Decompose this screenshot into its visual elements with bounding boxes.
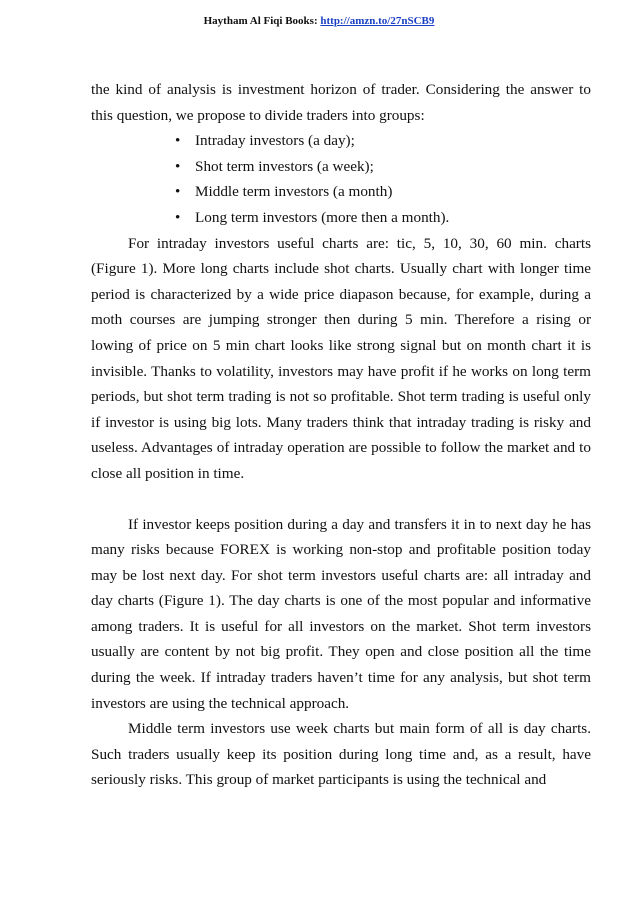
- list-item: [175, 154, 591, 180]
- paragraph-intraday: For intraday investors useful charts are: tic, 5, 10, 30, 60 min. charts (Figure 1). More long charts include shot charts. Usually chart with longer time period is characterized by a wide price diapason because, for example, during a moth courses are jumping stronger then during 5 min. Therefore a rising or lowing of price on 5 min chart looks like strong signal but on month chart it is invisible. Thanks to volatility, investors may have profit if he works on long term periods, but shot term trading is not so profitable. Shot term trading is useful only if investor is using big lots. Many traders think that intraday trading is risky and useless. Advantages of intraday operation are possible to follow the market and to close all position in time.: [91, 234, 591, 482]
- paragraph-spacer: [91, 487, 591, 512]
- intro-paragraph: the kind of analysis is investment horizon of trader. Considering the answer to this question, we propose to divide traders into groups:: [91, 81, 591, 124]
- bullet-icon: •: [175, 183, 181, 201]
- trader-groups-list: [91, 128, 591, 230]
- list-item-text: Long term investors (more then a month).: [195, 208, 450, 226]
- list-item: [175, 205, 591, 231]
- list-item: [175, 128, 591, 154]
- page-header: [0, 14, 638, 28]
- list-item-text: Middle term investors (a month): [195, 183, 393, 201]
- bullet-icon: •: [175, 132, 181, 150]
- list-item: [175, 179, 591, 205]
- bullet-icon: •: [175, 157, 181, 175]
- header-author: Haytham Al Fiqi Books:: [203, 15, 321, 27]
- paragraph-middle-term: Middle term investors use week charts but main form of all is day charts. Such traders usually keep its position during long time and, as a result, have seriously risks. This group of market participants is using the technical and: [91, 720, 591, 789]
- list-item-text: Intraday investors (a day);: [195, 132, 355, 150]
- list-item-text: Shot term investors (a week);: [195, 157, 374, 175]
- bullet-icon: •: [175, 208, 181, 226]
- body-text: [91, 77, 591, 793]
- header-link[interactable]: http://amzn.to/27nSCB9: [320, 15, 435, 27]
- paragraph-shot-term: If investor keeps position during a day and transfers it in to next day he has many risks because FOREX is working non-stop and profitable position today may be lost next day. For shot term investors useful charts are: all intraday and day charts (Figure 1). The day charts is one of the most popular and informative among traders. It is useful for all investors on the market. Shot term investors usually are content by not big profit. They open and close position all the time during the week. If intraday traders haven’t time for any analysis, but shot term investors are using the technical approach.: [91, 515, 591, 712]
